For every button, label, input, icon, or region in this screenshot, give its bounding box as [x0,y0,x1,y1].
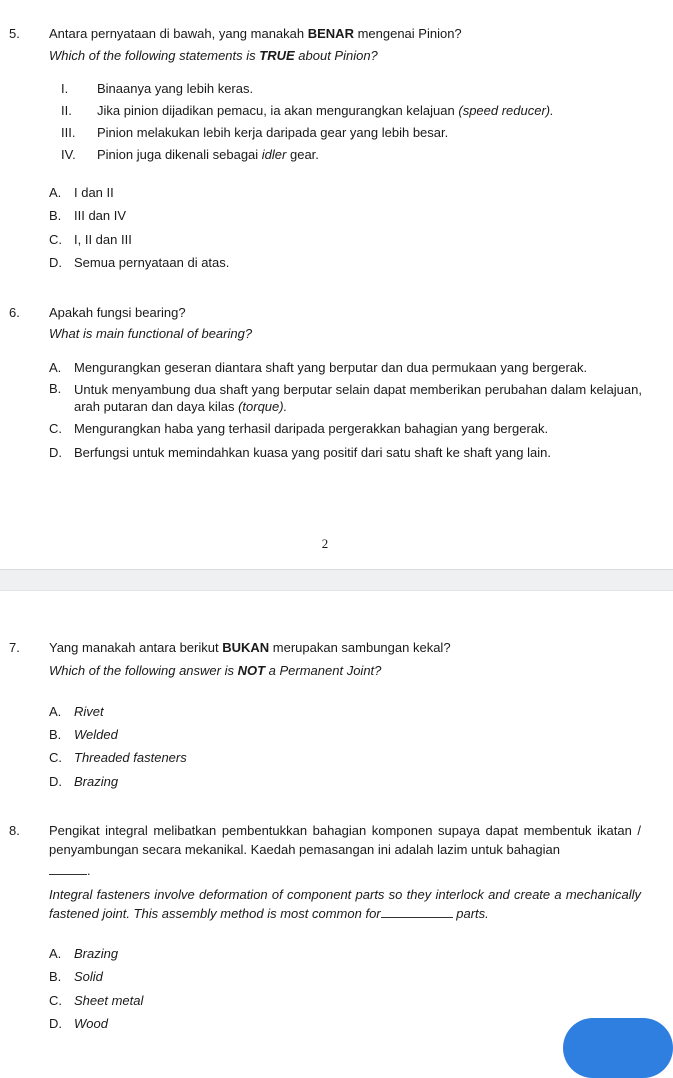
q5-en-post: about Pinion? [294,48,378,63]
q5-statement-roman: III. [61,125,76,140]
q5-option-letter[interactable]: A. [49,185,62,200]
q5-statement-roman: II. [61,103,72,118]
q8-option-text[interactable]: Solid [74,969,103,984]
q5-stem-bold: BENAR [307,26,354,41]
page-number: 2 [321,536,329,551]
q6-option-text[interactable] [74,381,642,415]
q6-option-text[interactable]: Mengurangkan geseran diantara shaft yang berputar dan dua permukaan yang bergerak. [74,360,588,375]
answer-blank [49,862,87,875]
q7-option-letter[interactable]: B. [49,727,62,742]
q7-option-letter[interactable]: A. [49,704,62,719]
q6-option-letter[interactable]: C. [49,421,62,436]
q5-statement-text-pre: Jika pinion dijadikan pemacu, ia akan mengurangkan kelajuan [97,103,459,118]
q7-option-letter[interactable]: C. [49,750,62,765]
page-break [0,569,673,591]
q5-option-letter[interactable]: B. [49,208,62,223]
q5-number: 5. [9,26,20,41]
q6-option-text[interactable]: Berfungsi untuk memindahkan kuasa yang positif dari satu shaft ke shaft yang lain. [74,445,551,460]
q8-option-text[interactable]: Sheet metal [74,993,144,1008]
q6-option-letter[interactable]: A. [49,360,62,375]
q8-en-pre: Integral fasteners involve deformation of component parts so they interlock and create a mechanically fastened joint. This assembly method is most common for [49,887,641,921]
q7-option-text[interactable]: Welded [74,727,118,742]
q5-option-letter[interactable]: C. [49,232,62,247]
q5-statement-text: Pinion melakukan lebih kerja daripada gear yang lebih besar. [97,125,449,140]
q7-stem [49,640,451,656]
q5-stem-post: mengenai Pinion? [353,26,462,41]
q8-option-letter[interactable]: A. [49,946,62,961]
q5-option-letter[interactable]: D. [49,255,62,270]
q5-stem-en [49,48,378,64]
q8-option-text[interactable]: Brazing [74,946,119,961]
q5-statement-text-post: gear. [286,147,319,162]
q6-option-text-pre: Untuk menyambung dua shaft yang berputar selain dapat memberikan perubahan dalam kelajuan, arah putaran dan daya kilas [74,382,642,414]
q5-statement-text [97,103,554,119]
q5-en-pre: Which of the following statements is [49,48,260,63]
q7-en-pre: Which of the following answer is [49,663,238,678]
q5-statement-text-pre: Pinion juga dikenali sebagai [97,147,262,162]
q8-stem-text: Pengikat integral melibatkan pembentukkan bahagian komponen supaya dapat membentuk ikatan / penyambungan secara mekanikal. Kaedah pemasangan ini adalah lazim untuk bahagian [49,823,641,857]
q5-option-text[interactable]: III dan IV [74,208,127,223]
q7-en-post: a Permanent Joint? [265,663,382,678]
q5-statement-roman: I. [61,81,69,96]
q7-stem-bold: BUKAN [222,640,270,655]
q7-en-bold: NOT [237,663,266,678]
q5-stem [49,26,462,42]
q5-option-text[interactable]: I dan II [74,185,114,200]
q7-stem-post: merupakan sambungan kekal? [269,640,451,655]
q8-en-post: parts. [452,906,489,921]
q8-stem-end: . [87,863,91,878]
answer-blank [381,905,453,918]
q7-stem-pre: Yang manakah antara berikut [49,640,223,655]
q8-stem-en [49,885,641,923]
q5-statement-text: Binaanya yang lebih keras. [97,81,254,96]
q5-stem-pre: Antara pernyataan di bawah, yang manakah [49,26,308,41]
q5-en-bold: TRUE [259,48,295,63]
q7-option-letter[interactable]: D. [49,774,62,789]
q6-option-letter[interactable]: B. [49,381,62,396]
q8-stem-blank [49,862,91,879]
q6-option-text[interactable]: Mengurangkan haba yang terhasil daripada pergerakkan bahagian yang bergerak. [74,421,549,436]
q7-number: 7. [9,640,20,655]
q5-statement-text-italic: (speed reducer). [458,103,554,118]
floating-action-button[interactable] [563,1018,673,1078]
q5-option-text[interactable]: I, II dan III [74,232,132,247]
q8-option-letter[interactable]: D. [49,1016,62,1031]
q6-stem-en: What is main functional of bearing? [49,326,253,341]
q5-statement-roman: IV. [61,147,76,162]
q7-option-text[interactable]: Threaded fasteners [74,750,187,765]
q8-number: 8. [9,823,20,838]
q7-option-text[interactable]: Brazing [74,774,119,789]
q6-option-letter[interactable]: D. [49,445,62,460]
q8-option-letter[interactable]: B. [49,969,62,984]
q6-stem: Apakah fungsi bearing? [49,305,186,320]
q6-option-text-italic: (torque). [238,399,288,414]
q5-statement-text-italic: idler [261,147,287,162]
q5-statement-text [97,147,319,163]
q8-stem [49,821,641,859]
q6-number: 6. [9,305,20,320]
q8-option-text[interactable]: Wood [74,1016,108,1031]
q7-stem-en [49,663,381,679]
q8-option-letter[interactable]: C. [49,993,62,1008]
q5-option-text[interactable]: Semua pernyataan di atas. [74,255,230,270]
q7-option-text[interactable]: Rivet [74,704,104,719]
